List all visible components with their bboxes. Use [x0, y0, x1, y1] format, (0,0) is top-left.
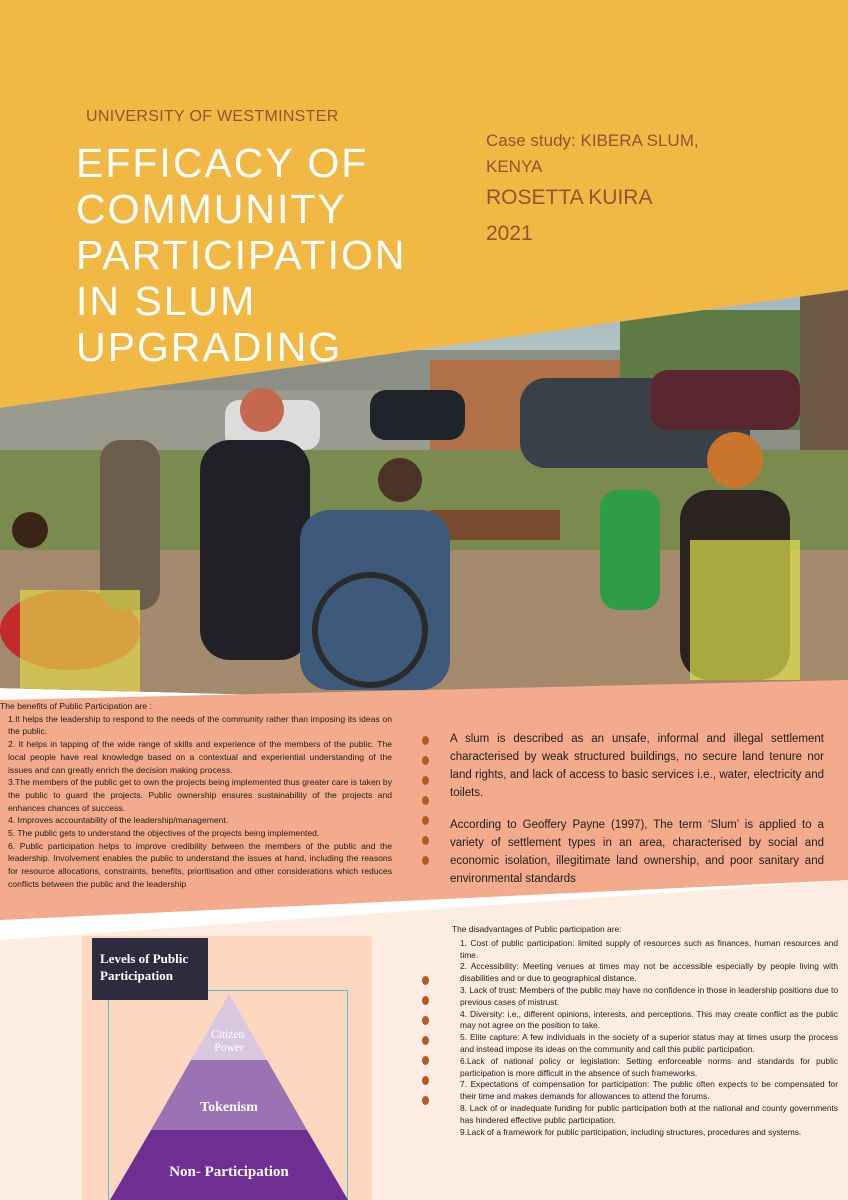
list-item: 3. Lack of trust: Members of the public may have no confidence in those in leadership positions due to previous cases of mistrust. [460, 984, 838, 1007]
dot-icon [422, 776, 429, 785]
title-line: IN SLUM [76, 278, 257, 324]
dot-icon [422, 1096, 429, 1105]
list-item: 5. Elite capture: A few individuals in the society of a superior status may at times usurp the process and instead impose its ideas on the community and call this public participation. [460, 1032, 838, 1054]
benefits-section [0, 700, 392, 891]
disadvantages-list [452, 938, 838, 1139]
pyramid-level-2-label: Tokenism [200, 1100, 258, 1115]
slum-definition [450, 730, 824, 902]
list-item: 2. Accessibility: Meeting venues at times may not be accessible especially by people living with disabilities and or due to geographical distance. [460, 961, 838, 984]
dot-icon [422, 1056, 429, 1065]
definition-paragraph: According to Geoffery Payne (1997), The term ‘Slum’ is applied to a variety of settlement types in an area, characterised by social and economic isolation, illegitimate land ownership, and poor sanitary and environmental standards [450, 819, 824, 885]
disadvantages-heading: The disadvantages of Public participation are: [452, 924, 622, 934]
university-name: UNIVERSITY OF WESTMINSTER [86, 108, 339, 125]
pyramid-level-3-label: Non- Participation [169, 1164, 289, 1180]
definition-paragraph: A slum is described as an unsafe, informal and illegal settlement characterised by weak structured buildings, no secure land tenure nor land rights, and lack of access to basic services i.e., water, electricity and toilets. [450, 733, 824, 799]
disadvantages-section [452, 924, 838, 1138]
list-item: 7. Expectations of compensation for participation: The public often expects to be compensated for their time and makes demands for allowances to attend the forums. [460, 1079, 838, 1102]
benefits-list [0, 713, 392, 891]
list-item: 6. Public participation helps to improve credibility between the members of the public and the leadership. Involvement enables the public to understand the issues at hand, including the reasons for resource allocations, constraints, benefits, prioritisation and other considerations which reduces conflicts between the public and the leadership [8, 840, 392, 889]
year: 2021 [486, 222, 533, 245]
dot-icon [422, 856, 429, 865]
author-name: ROSETTA KUIRA [486, 186, 653, 209]
list-item: 5. The public gets to understand the objectives of the projects being implemented. [8, 828, 320, 839]
dot-icon [422, 796, 429, 805]
dot-icon [422, 976, 429, 985]
list-item: 6.Lack of national policy or legislation: Setting enforceable norms and standards for public participation is more difficult in the absence of such frameworks. [460, 1055, 838, 1078]
decorative-dots [422, 976, 434, 1116]
list-item: 4. Improves accountability of the leadership/management. [8, 815, 229, 826]
dot-icon [422, 1076, 429, 1085]
pyramid-title: Levels of Public Participation [92, 938, 208, 1000]
benefits-heading: The benefits of Public Participation are : [0, 701, 152, 711]
title-line: COMMUNITY [76, 186, 347, 232]
dot-icon [422, 1036, 429, 1045]
dot-icon [422, 836, 429, 845]
list-item: 2. It helps in tapping of the wide range of skills and experience of the members of the public. The local people have real knowledge based on a contextual and experiential understanding of the issues and can greatly enrich the decision making process. [8, 739, 392, 775]
dot-icon [422, 1016, 429, 1025]
decorative-dots [422, 736, 434, 876]
list-item: 9.Lack of a framework for public participation, including structures, procedures and systems. [460, 1126, 802, 1137]
list-item: 4. Diversity: i.e., different opinions, interests, and perceptions. This may create conflict as the public may not agree on the position to take. [460, 1008, 838, 1031]
poster-title [76, 140, 456, 370]
title-line: EFFICACY OF [76, 140, 369, 186]
list-item: 3.The members of the public get to own the projects being implemented thus greater care is taken by the public to guard the projects. Public ownership ensures sustainability of the projects and enhances chances of success. [8, 777, 392, 813]
dot-icon [422, 756, 429, 765]
dot-icon [422, 996, 429, 1005]
case-study: Case study: KIBERA SLUM, KENYA [486, 131, 699, 176]
list-item: 1. Cost of public participation: limited supply of resources such as finances, human resources and time. [460, 937, 838, 960]
title-line: PARTICIPATION [76, 232, 407, 278]
list-item: 8. Lack of or inadequate funding for public participation both at the national and county governments has hindered effective public participation. [460, 1102, 838, 1125]
list-item: 1.It helps the leadership to respond to the needs of the community rather than imposing its ideas on the public. [8, 713, 392, 737]
pyramid-level-1-label: Citizen Power [210, 1029, 245, 1054]
participation-pyramid [108, 990, 350, 1200]
dot-icon [422, 736, 429, 745]
title-line: UPGRADING [76, 324, 343, 370]
dot-icon [422, 816, 429, 825]
pyramid-level-middle [151, 1060, 307, 1130]
